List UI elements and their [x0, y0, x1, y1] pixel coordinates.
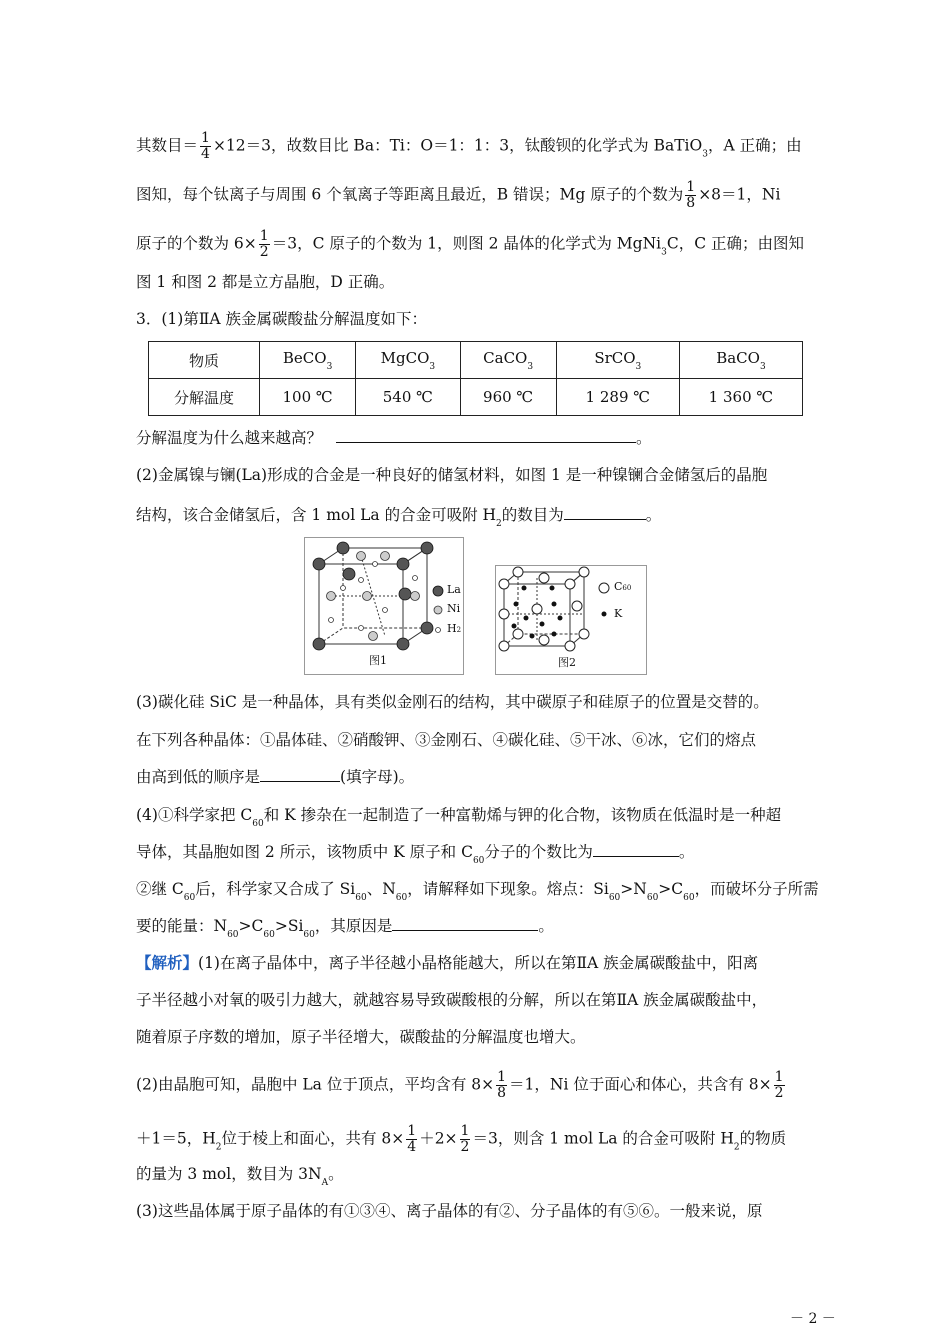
question-3-2-line-2: 结构，该合金储氢后，含 1 mol La 的合金可吸附 $H_2$的数目为 。: [136, 506, 662, 529]
para-line-3: 原子的个数为 6× $\frac{1}{2}$ ＝3，C 原子的个数为 1，则图 2 晶体的化学式为 MgNi$_3$C，C 正确；由图知: [136, 228, 804, 260]
analysis-line-5: ＋1＝5，$H_2$位于棱上和面心，共有 8× $\frac{1}{4}$ ＋2× $\frac{1}{2}$ ＝3，则含 1 mol La 的合金可吸附 $H_2$的物质: [136, 1123, 787, 1155]
question-3-intro: 3．(1)第ⅡA 族金属碳酸盐分解温度如下：: [136, 310, 427, 328]
page-number: － 2 －: [790, 1311, 836, 1327]
decomposition-table: [148, 341, 803, 416]
figure-1-crystal-cell: [304, 537, 464, 675]
question-3-4-line-1: (4)①科学家把 $C_{60}$和 K 掺杂在一起制造了一种富勒烯与钾的化合物，该物质在低温时是一种超: [136, 806, 782, 829]
answer-blank: [336, 428, 636, 443]
ni-legend-icon: [434, 606, 442, 614]
fraction: $\frac{1}{8}$: [497, 1069, 507, 1101]
table-cell: 1 360 ℃: [679, 379, 802, 416]
table-header-label: 物质: [149, 342, 260, 379]
answer-blank: [593, 842, 679, 857]
table-cell: SrCO$_3$: [556, 342, 679, 379]
fraction: $\frac{1}{8}$: [686, 179, 696, 211]
analysis-line-7: (3)这些晶体属于原子晶体的有①③④、离子晶体的有②、分子晶体的有⑤⑥。一般来说，原: [136, 1202, 763, 1220]
legend-ni: Ni: [447, 602, 461, 615]
answer-blank: [392, 916, 538, 931]
legend-la: La: [447, 583, 461, 596]
legend-c60: C60: [614, 580, 632, 593]
question-3-4-line-4: 要的能量：$N_{60}>C_{60}>Si_{60}$，其原因是 。: [136, 917, 554, 940]
table-row-label: 分解温度: [149, 379, 260, 416]
table-cell: 960 ℃: [460, 379, 556, 416]
fraction: $\frac{1}{2}$: [460, 1123, 470, 1155]
fraction: $\frac{1}{4}$: [201, 130, 210, 162]
para-line-4: 图 1 和图 2 都是立方晶胞，D 正确。: [136, 273, 395, 291]
legend-h2: H2: [447, 622, 462, 635]
para-line-2: 图知，每个钛离子与周围 6 个氧离子等距离且最近，B 错误；Mg 原子的个数为 $\frac{1}{8}$ ×8＝1，Ni: [136, 179, 781, 211]
analysis-line-3: 随着原子序数的增加，原子半径增大，碳酸盐的分解温度也增大。: [136, 1028, 586, 1046]
fraction: $\frac{1}{4}$: [407, 1123, 417, 1155]
question-3-1-prompt: 分解温度为什么越来越高？ 。: [136, 429, 652, 447]
table-cell: BaCO$_3$: [679, 342, 802, 379]
question-3-4-line-2: 导体，其晶胞如图 2 所示，该物质中 K 原子和 $C_{60}$分子的个数比为 。: [136, 843, 695, 866]
question-3-2-line-1: (2)金属镍与镧(La)形成的合金是一种良好的储氢材料，如图 1 是一种镍镧合金储氢后的晶胞: [136, 466, 768, 484]
h-legend-icon: [436, 628, 441, 633]
analysis-line-6: 的量为 3 mol，数目为 $3N_A$。: [136, 1165, 344, 1188]
k-legend-icon: [602, 612, 607, 617]
analysis-tag: 【解析】: [136, 953, 199, 972]
para-line-1: 其数目＝ $\frac{1}{4}$ ×12＝3，故数目比 Ba：Ti：O＝1：1：3，钛酸钡的化学式为 BaTiO$_3$，A 正确；由: [136, 130, 802, 162]
table-cell: 1 289 ℃: [556, 379, 679, 416]
table-cell: CaCO$_3$: [460, 342, 556, 379]
table-cell: 100 ℃: [260, 379, 356, 416]
table-cell: BeCO$_3$: [260, 342, 356, 379]
question-3-3-line-2: 在下列各种晶体：①晶体硅、②硝酸钾、③金刚石、④碳化硅、⑤干冰、⑥冰，它们的熔点: [136, 731, 757, 749]
c60-legend-icon: [599, 583, 609, 593]
figure-1-caption: 图1: [369, 654, 387, 667]
fraction: $\frac{1}{2}$: [774, 1069, 784, 1101]
table-cell: MgCO$_3$: [356, 342, 460, 379]
question-3-4-line-3: ②继 $C_{60}$后，科学家又合成了 $Si_{60}$、$N_{60}$，请解释如下现象。熔点：$Si_{60}>N_{60}>C_{60}$，而破坏分子所需: [136, 880, 819, 903]
analysis-line-2: 子半径越小对氧的吸引力越大，就越容易导致碳酸根的分解，所以在第ⅡA 族金属碳酸盐中，: [136, 991, 768, 1009]
la-legend-icon: [433, 586, 443, 596]
table-row: [149, 342, 803, 379]
figure-2-caption: 图2: [558, 656, 576, 669]
analysis-line-4: (2)由晶胞可知，晶胞中 La 位于顶点，平均含有 8× $\frac{1}{8}$ ＝1，Ni 位于面心和体心，共含有 8× $\frac{1}{2}$: [136, 1069, 784, 1101]
answer-blank: [260, 767, 340, 782]
figure-2-crystal-cell: [495, 565, 647, 675]
fraction: $\frac{1}{2}$: [259, 228, 269, 260]
analysis-line-1: 【解析】(1)在离子晶体中，离子半径越小晶格能越大，所以在第ⅡA 族金属碳酸盐中，阳离: [136, 953, 759, 972]
table-row: [149, 379, 803, 416]
question-3-3-line-3: 由高到低的顺序是 (填字母)。: [136, 768, 415, 786]
question-3-3-line-1: (3)碳化硅 SiC 是一种晶体，具有类似金刚石的结构，其中碳原子和硅原子的位置是交替的。: [136, 693, 769, 711]
answer-blank: [564, 505, 646, 520]
table-cell: 540 ℃: [356, 379, 460, 416]
legend-k: K: [614, 607, 623, 620]
